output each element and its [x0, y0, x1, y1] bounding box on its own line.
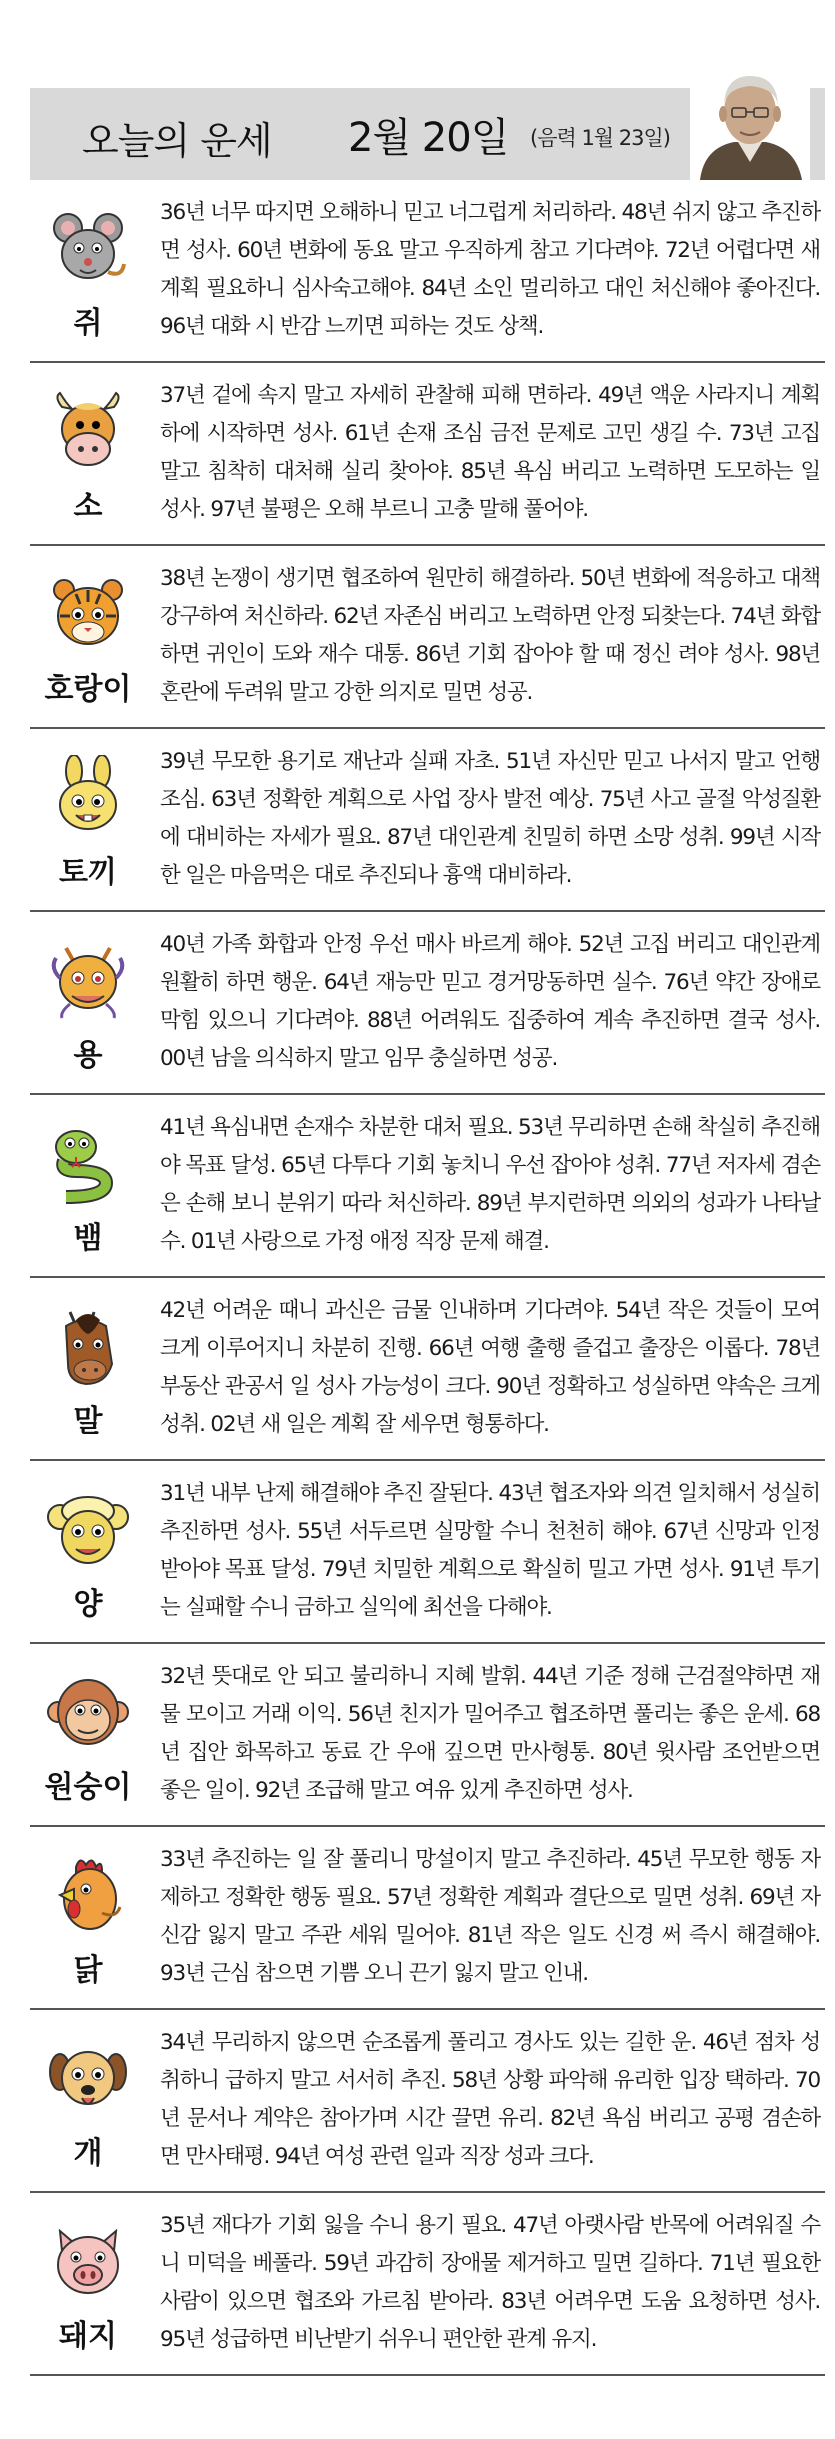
fortune-row-ox — [30, 363, 825, 546]
author-portrait — [690, 62, 810, 180]
fortune-row-pig — [30, 2193, 825, 2376]
fortune-text: 37년 겉에 속지 말고 자세히 관찰해 피해 면하라. 49년 액운 사라지니 계획하에 시작하면 성사. 61년 손재 조심 금전 문제로 고민 생길 수. 73년 고집 말고 침착히 대처해 실리 찾아야. 85년 욕심 버리고 노력하면 도모하는 일 성사. 97년 불평은 오해 부르니 고충 말해 풀어야. — [160, 383, 820, 522]
sheep-icon — [46, 1487, 130, 1571]
animal-name: 쥐 — [73, 306, 103, 341]
page-title: 오늘의 운세 — [82, 119, 272, 163]
animal-name: 소 — [73, 489, 103, 524]
fortune-text: 34년 무리하지 않으면 순조롭게 풀리고 경사도 있는 길한 운. 46년 점차 성취하니 급하지 말고 서서히 추진. 58년 상황 파악해 유리한 입장 택하라. 70년 문서나 계약은 참아가며 시간 끌면 유리. 82년 욕심 버리고 공평 겸손하면 만사태평. 94년 여성 관련 일과 직장 성과 크다. — [160, 2030, 820, 2169]
fortune-row-sheep — [30, 1461, 825, 1644]
animal-name: 용 — [73, 1038, 103, 1073]
fortune-text: 31년 내부 난제 해결해야 추진 잘된다. 43년 협조자와 의견 일치해서 성실히 추진하면 성사. 55년 서두르면 실망할 수니 천천히 해야. 67년 신망과 인정받아야 목표 달성. 79년 치밀한 계획으로 확실히 밀고 가면 성사. 91년 투기는 실패할 수니 금하고 실익에 최선을 다해야. — [160, 1481, 820, 1620]
fortune-row-horse — [30, 1278, 825, 1461]
animal-name: 돼지 — [59, 2319, 117, 2354]
fortune-row-dragon — [30, 912, 825, 1095]
fortune-text: 35년 재다가 기회 잃을 수니 용기 필요. 47년 아랫사람 반목에 어려워질 수니 미덕을 베풀라. 59년 과감히 장애물 제거하고 밀면 길하다. 71년 필요한 사람이 있으면 협조와 가르침 받아라. 83년 어려우면 도움 요청하면 성사. 95년 성급하면 비난받기 쉬우니 편안한 관계 유지. — [160, 2213, 820, 2352]
ox-icon — [46, 389, 130, 473]
fortune-row-monkey — [30, 1644, 825, 1827]
animal-name: 뱀 — [73, 1221, 103, 1256]
fortune-text: 41년 욕심내면 손재수 차분한 대처 필요. 53년 무리하면 손해 착실히 추진해야 목표 달성. 65년 다투다 기회 놓치니 우선 잡아야 성취. 77년 저자세 겸손은 손해 보니 분위기 따라 처신하라. 89년 부지런하면 의외의 성과가 나타날 수. 01년 사랑으로 가정 애정 직장 문제 해결. — [160, 1115, 820, 1254]
pig-icon — [46, 2219, 130, 2303]
fortune-text: 33년 추진하는 일 잘 풀리니 망설이지 말고 추진하라. 45년 무모한 행동 자제하고 정확한 행동 필요. 57년 정확한 계획과 결단으로 밀면 성취. 69년 자신감 잃지 말고 주관 세워 밀어야. 81년 작은 일도 신경 써 즉시 해결해야. 93년 근심 참으면 기쁨 오니 끈기 잃지 말고 인내. — [160, 1847, 820, 1986]
fortune-text: 40년 가족 화합과 안정 우선 매사 바르게 해야. 52년 고집 버리고 대인관계 원활히 하면 행운. 64년 재능만 믿고 경거망동하면 실수. 76년 약간 장애로 막힘 있으니 기다려야. 88년 어려워도 집중하여 계속 추진하면 결국 성사. 00년 남을 의식하지 말고 임무 충실하면 성공. — [160, 932, 820, 1071]
fortune-row-tiger — [30, 546, 825, 729]
rooster-icon — [46, 1853, 130, 1937]
fortune-row-rooster — [30, 1827, 825, 2010]
monkey-icon — [46, 1670, 130, 1754]
animal-name: 양 — [73, 1587, 103, 1622]
animal-name: 원숭이 — [44, 1770, 132, 1805]
snake-icon — [46, 1121, 130, 1205]
fortune-text: 36년 너무 따지면 오해하니 믿고 너그럽게 처리하라. 48년 쉬지 않고 추진하면 성사. 60년 변화에 동요 말고 우직하게 참고 기다려야. 72년 어렵다면 새 계획 필요하니 심사숙고해야. 84년 소인 멀리하고 대인 처신해야 좋아진다. 96년 대화 시 반감 느끼면 피하는 것도 상책. — [160, 200, 820, 339]
dog-icon — [46, 2036, 130, 2120]
animal-name: 호랑이 — [44, 672, 132, 707]
animal-name: 토끼 — [59, 855, 117, 890]
fortune-text: 38년 논쟁이 생기면 협조하여 원만히 해결하라. 50년 변화에 적응하고 대책 강구하여 처신하라. 62년 자존심 버리고 노력하면 안정 되찾는다. 74년 화합하면 귀인이 도와 재수 대통. 86년 기회 잡아야 할 때 정신 려야 성사. 98년 혼란에 두려워 말고 강한 의지로 밀면 성공. — [160, 566, 820, 705]
fortune-text: 32년 뜻대로 안 되고 불리하니 지혜 발휘. 44년 기준 정해 근검절약하면 재물 모이고 거래 이익. 56년 친지가 밀어주고 협조하면 풀리는 좋은 운세. 68년 집안 화목하고 동료 간 우애 깊으면 만사형통. 80년 윗사람 조언받으면 좋은 일이. 92년 조급해 말고 여유 있게 추진하면 성사. — [160, 1664, 820, 1803]
rabbit-icon — [46, 755, 130, 839]
fortune-list — [30, 180, 825, 2376]
fortune-row-dog — [30, 2010, 825, 2193]
date-label: 2월 20일 — [348, 115, 509, 161]
fortune-row-rat — [30, 180, 825, 363]
horse-icon — [46, 1304, 130, 1388]
fortune-text: 42년 어려운 때니 과신은 금물 인내하며 기다려야. 54년 작은 것들이 모여 크게 이루어지니 차분히 진행. 66년 여행 출행 즐겁고 출장은 이롭다. 78년 부동산 관공서 일 성사 가능성이 크다. 90년 정확하고 성실하면 약속은 크게 성취. 02년 새 일은 계획 잘 세우면 형통하다. — [160, 1298, 820, 1437]
fortune-row-rabbit — [30, 729, 825, 912]
rat-icon — [46, 206, 130, 290]
tiger-icon — [46, 572, 130, 656]
animal-name: 닭 — [73, 1953, 103, 1988]
animal-name: 말 — [73, 1404, 103, 1439]
dragon-icon — [46, 938, 130, 1022]
animal-name: 개 — [73, 2136, 103, 2171]
fortune-row-snake — [30, 1095, 825, 1278]
fortune-text: 39년 무모한 용기로 재난과 실패 자초. 51년 자신만 믿고 나서지 말고 언행 조심. 63년 정확한 계획으로 사업 장사 발전 예상. 75년 사고 골절 악성질환에 대비하는 자세가 필요. 87년 대인관계 친밀히 하면 소망 성취. 99년 시작한 일은 마음먹은 대로 추진되나 흉액 대비하라. — [160, 749, 820, 888]
lunar-date-label: (음력 1월 23일) — [530, 126, 670, 150]
